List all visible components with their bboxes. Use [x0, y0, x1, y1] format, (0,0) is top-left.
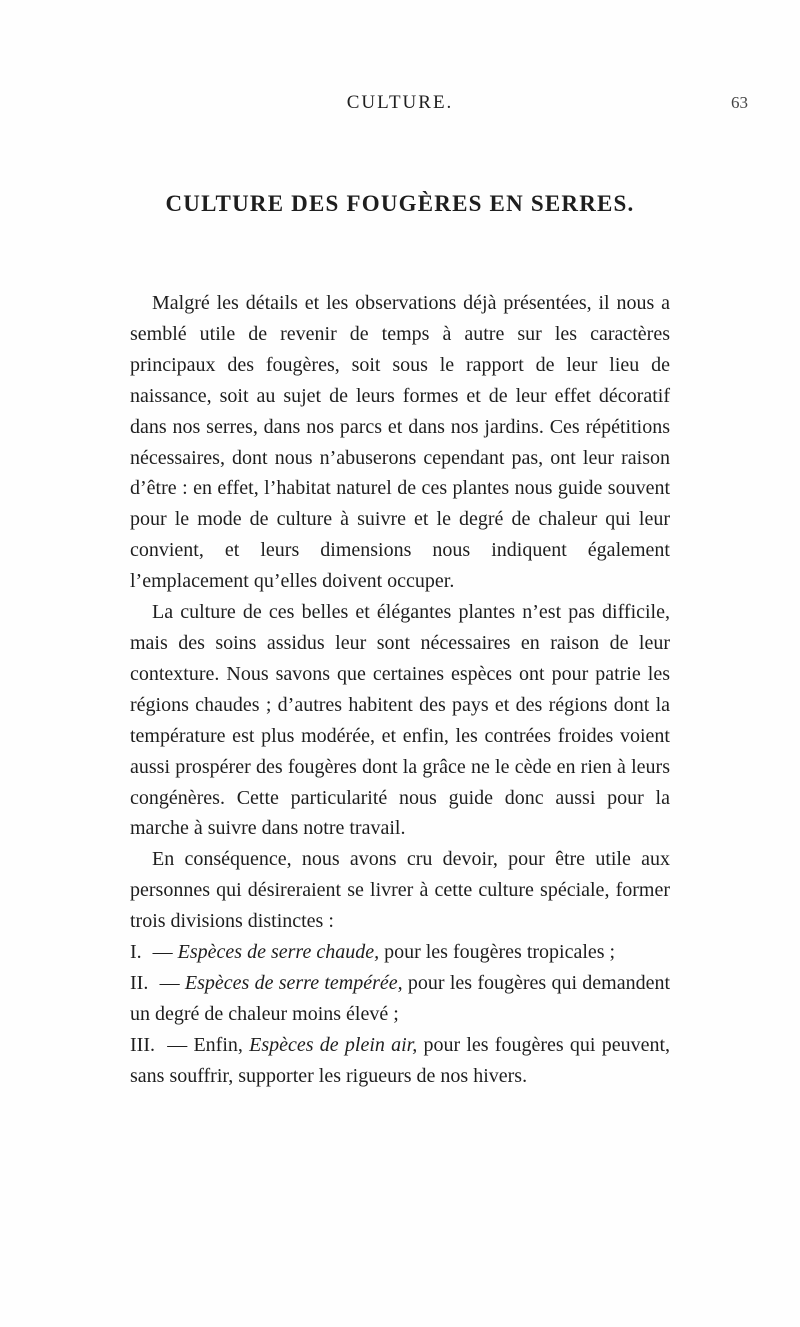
- division-prefix: Enfin,: [193, 1033, 250, 1056]
- division-numeral: III.: [130, 1033, 155, 1056]
- division-name: Espèces de serre chaude,: [177, 941, 380, 964]
- division-description: pour les fougères qui demandent un degré de chaleur moins élevé ;: [130, 971, 671, 1025]
- paragraph-1: Malgré les détails et les observations déjà présentées, il nous a semblé utile de revenir de temps à autre sur les caractères principaux des fougères, soit sous le rapport de leur lieu de naissance, soit au sujet de leurs formes et de leur effet décoratif dans nos serres, dans nos parcs et dans nos jardins. Ces répétitions nécessaires, dont nous n’abuserons cependant pas, ont leur raison d’être : en effet, l’habitat naturel de ces plantes nous guide souvent pour le mode de culture à suivre et le degré de chaleur qui leur convient, et leurs dimensions nous indiquent également l’emplacement qu’elles doivent occuper.: [130, 292, 670, 593]
- division-item-3: [130, 1030, 670, 1092]
- chapter-title: CULTURE DES FOUGÈRES EN SERRES.: [165, 191, 635, 216]
- division-description: pour les fougères qui peuvent, sans souffrir, supporter les rigueurs de nos hivers.: [130, 1033, 671, 1087]
- division-name: Espèces de plein air,: [249, 1033, 418, 1056]
- body-text: [130, 288, 670, 1092]
- page-number: 63: [731, 93, 748, 112]
- division-dash: —: [159, 971, 180, 994]
- division-numeral: I.: [130, 941, 142, 964]
- division-dash: —: [152, 941, 173, 964]
- division-description: pour les fougères tropicales ;: [379, 941, 616, 964]
- division-item-2: [130, 968, 670, 1030]
- running-title: CULTURE.: [346, 92, 454, 113]
- division-name: Espèces de serre tempérée,: [184, 971, 403, 994]
- paragraph-2: La culture de ces belles et élégantes plantes n’est pas difficile, mais des soins assidus leur sont nécessaires en raison de leur contexture. Nous savons que certaines espèces ont pour patrie les régions chaudes ; d’autres habitent des pays et des régions dont la température est plus modérée, et enfin, les contrées froides voient aussi prospérer des fougères dont la grâce ne le cède en rien à leurs congénères. Cette particularité nous guide donc aussi pour la marche à suivre dans notre travail.: [130, 601, 670, 840]
- division-numeral: II.: [130, 971, 149, 994]
- running-head: [0, 88, 800, 118]
- paragraph-3: En conséquence, nous avons cru devoir, pour être utile aux personnes qui désireraient se livrer à cette culture spéciale, former trois divisions distinctes :: [130, 848, 670, 933]
- division-item-1: [130, 937, 670, 968]
- division-dash: —: [167, 1033, 188, 1056]
